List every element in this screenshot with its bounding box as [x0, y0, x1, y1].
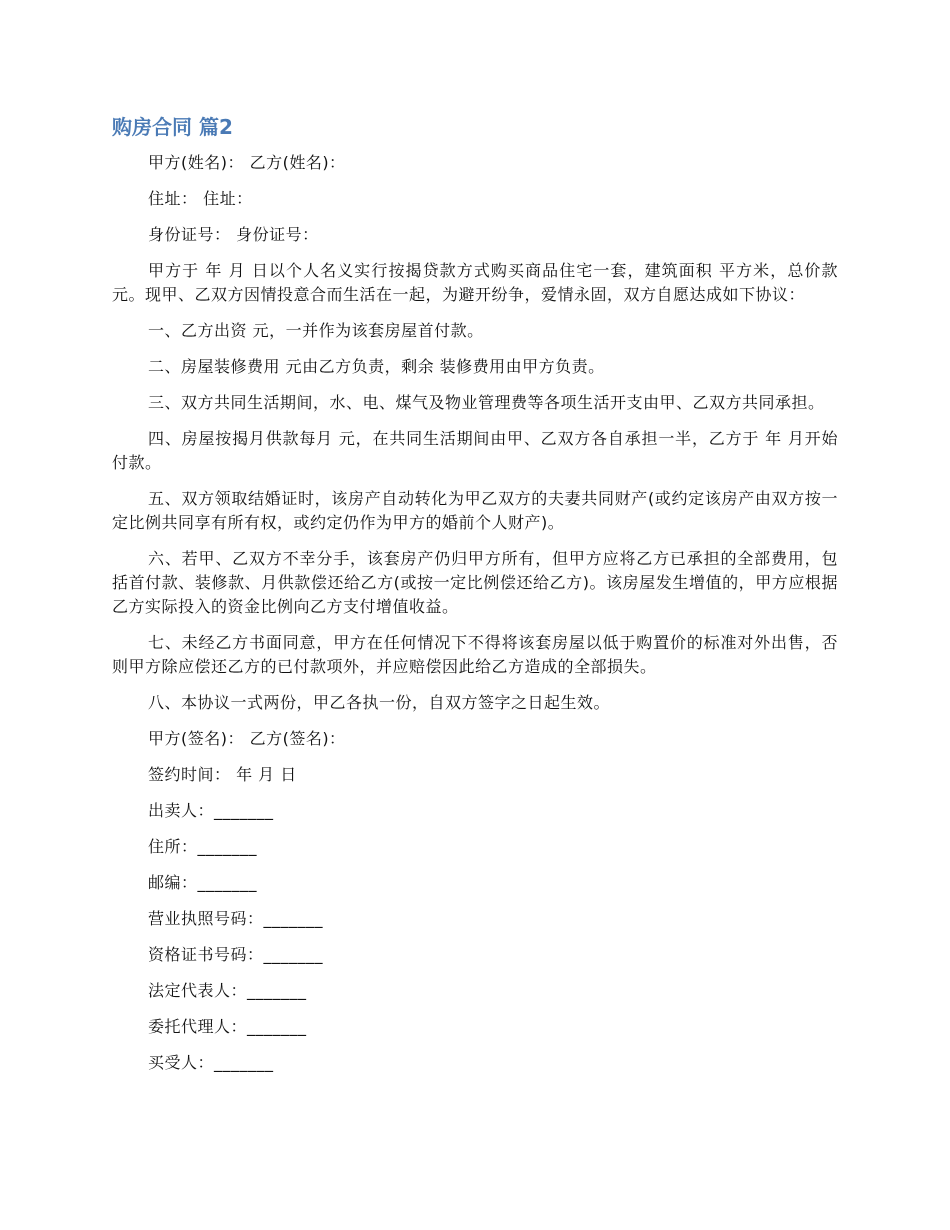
clause-1: 一、乙方出资 元，一并作为该套房屋首付款。	[148, 321, 484, 340]
signature-line: 甲方(签名)： 乙方(签名)：	[148, 729, 346, 748]
document-title: 购房合同 篇2	[112, 115, 233, 139]
clause-5: 五、双方领取结婚证时，该房产自动转化为甲乙双方的夫妻共同财产(或约定该房产由双方按一定比例共同享有所有权，或约定仍作为甲方的婚前个人财产)。	[112, 489, 838, 532]
party-names-line: 甲方(姓名)： 乙方(姓名)：	[148, 153, 346, 172]
seller-field: 出卖人：_______	[148, 801, 274, 820]
clause-4: 四、房屋按揭月供款每月 元，在共同生活期间由甲、乙双方各自承担一半，乙方于 年 月开始付款。	[112, 429, 838, 472]
authorized-agent-field: 委托代理人：_______	[148, 1017, 307, 1036]
clause-7: 七、未经乙方书面同意，甲方在任何情况下不得将该套房屋以低于购置价的标准对外出售，否则甲方除应偿还乙方的已付款项外，并应赔偿因此给乙方造成的全部损失。	[112, 633, 838, 676]
intro-paragraph: 甲方于 年 月 日以个人名义实行按揭贷款方式购买商品住宅一套，建筑面积 平方米，总价款 元。现甲、乙双方因情投意合而生活在一起，为避开纷争，爱情永固，双方自愿达成如下协议：	[112, 261, 838, 304]
clause-6: 六、若甲、乙双方不幸分手，该套房产仍归甲方所有，但甲方应将乙方已承担的全部费用，包括首付款、装修款、月供款偿还给乙方(或按一定比例偿还给乙方)。该房屋发生增值的，甲方应根据乙方实际投入的资金比例向乙方支付增值收益。	[112, 549, 838, 616]
clause-8: 八、本协议一式两份，甲乙各执一份，自双方签字之日起生效。	[148, 693, 611, 712]
document-body	[112, 151, 838, 1087]
buyer-field: 买受人：_______	[148, 1053, 274, 1072]
legal-representative-field: 法定代表人：_______	[148, 981, 307, 1000]
postcode-field: 邮编：_______	[148, 873, 258, 892]
clause-2: 二、房屋装修费用 元由乙方负责，剩余 装修费用由甲方负责。	[148, 357, 605, 376]
address-line: 住址： 住址：	[148, 189, 253, 208]
clause-3: 三、双方共同生活期间，水、电、煤气及物业管理费等各项生活开支由甲、乙双方共同承担。	[148, 393, 825, 412]
qualification-cert-field: 资格证书号码：_______	[148, 945, 324, 964]
business-license-field: 营业执照号码：_______	[148, 909, 324, 928]
residence-field: 住所：_______	[148, 837, 258, 856]
id-number-line: 身份证号： 身份证号：	[148, 225, 319, 244]
signing-date-line: 签约时间： 年 月 日	[148, 765, 297, 784]
